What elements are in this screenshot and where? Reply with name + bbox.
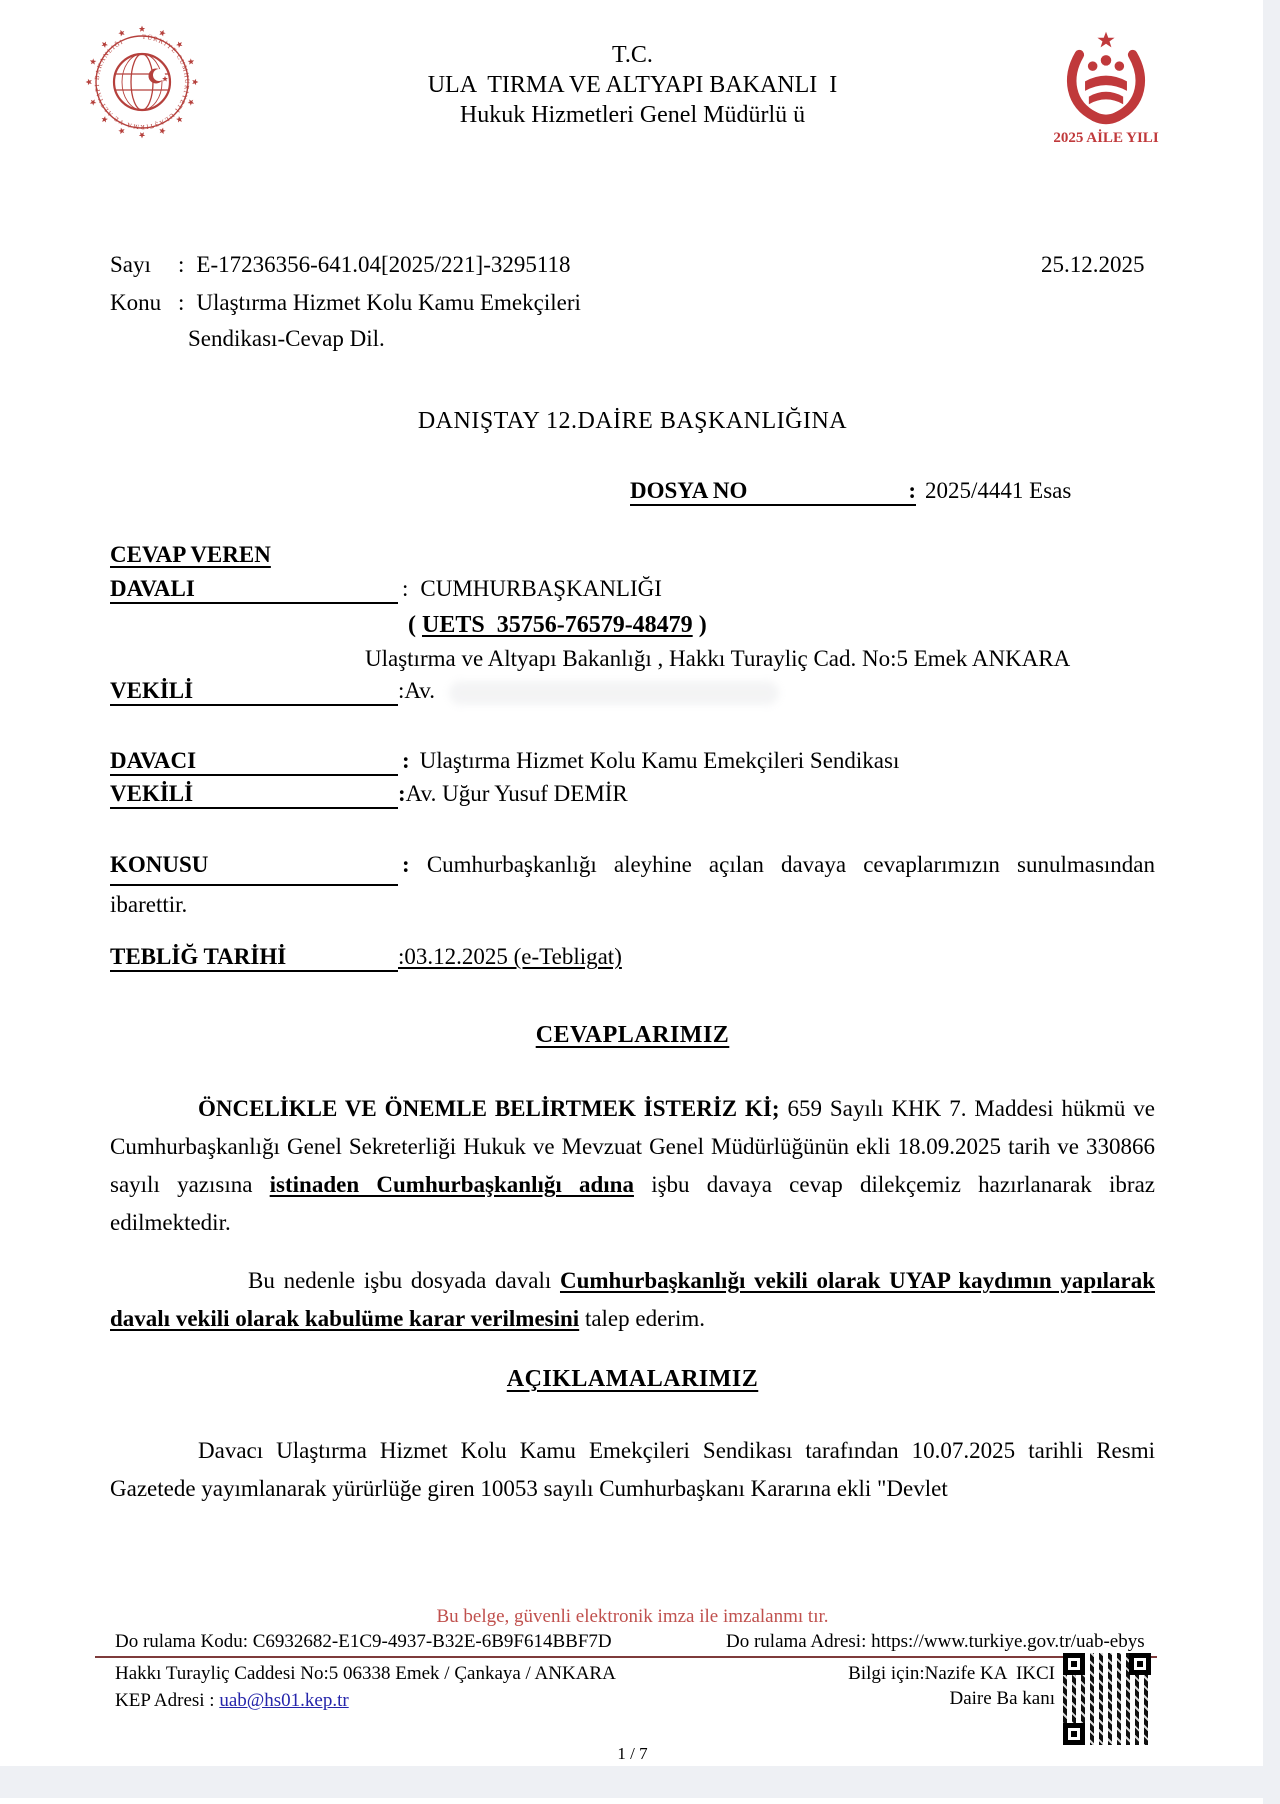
- konu-row: [110, 290, 581, 316]
- kep-label: KEP Adresi :: [115, 1690, 220, 1711]
- davaci-row: [110, 748, 899, 776]
- teblig-value: :03.12.2025 (e-Tebligat): [398, 944, 622, 969]
- seal-arc-text: TÜRKİYE CUMHURİYETİ ULAŞTIRMA VE ALTYAPI BAKANLIĞI: [93, 33, 190, 131]
- redacted-name: [449, 681, 779, 705]
- sayi-label: Sayı: [110, 252, 151, 277]
- next-page-edge: [0, 1798, 1263, 1804]
- para1-text-b: işbu davaya cevap dilekçemiz hazırlanarak ibraz edilmektedir.: [110, 1172, 1155, 1235]
- davaci-label: DAVACI: [110, 748, 197, 773]
- davali-value: CUMHURBAŞKANLIĞI: [420, 576, 662, 601]
- vekili2-label: VEKİLİ: [110, 781, 194, 806]
- department-line: Hukuk Hizmetleri Genel Müdürlü ü: [459, 102, 806, 128]
- paragraph-2: [110, 1262, 1155, 1338]
- konu-value-line2: Sendikası-Cevap Dil.: [188, 326, 385, 351]
- para2-emphasis: Cumhurbaşkanlığı vekili olarak UYAP kaydımın yapılarak davalı vekili olarak kabulüme karar verilmesini: [110, 1268, 1155, 1331]
- uets-close: ): [698, 612, 707, 638]
- davaci-value: Ulaştırma Hizmet Kolu Kamu Emekçileri Sendikası: [419, 748, 900, 773]
- dosya-no-row: [630, 478, 1071, 506]
- uets-open: (: [408, 612, 416, 638]
- page-number: 1 / 7: [617, 1744, 648, 1763]
- qr-code: [1063, 1653, 1151, 1745]
- contact-info: Bilgi için:Nazife KA IKCI: [848, 1663, 1055, 1684]
- signature-note: Bu belge, güvenli elektronik imza ile imzalanmı tır.: [436, 1606, 829, 1627]
- tc-line: T.C.: [612, 42, 653, 68]
- cevap-veren-heading: CEVAP VEREN: [110, 542, 271, 567]
- konusu-value: Cumhurbaşkanlığı aleyhine açılan davaya cevaplarımızın sunulmasından ibarettir.: [110, 852, 1155, 917]
- aciklamalarimiz-heading: AÇIKLAMALARIMIZ: [506, 1366, 759, 1392]
- sayi-colon: :: [178, 252, 185, 277]
- footer-divider-rule: [95, 1656, 1157, 1658]
- ministry-line: ULA TIRMA VE ALTYAPI BAKANLI I: [427, 72, 838, 98]
- sayi-value: E-17236356-641.04[2025/221]-3295118: [196, 252, 571, 277]
- dosya-no-value: 2025/4441 Esas: [925, 478, 1072, 503]
- court-title: DANIŞTAY 12.DAİRE BAŞKANLIĞINA: [417, 408, 848, 434]
- para1-emphasis: istinaden Cumhurbaşkanlığı adına: [269, 1172, 634, 1197]
- vekili-label: VEKİLİ: [110, 678, 194, 703]
- uets-code: UETS 35756-76579-48479: [422, 612, 693, 638]
- davaci-colon: :: [402, 748, 410, 773]
- contact-title: Daire Ba kanı: [949, 1688, 1055, 1709]
- konu-colon: :: [178, 290, 185, 315]
- vekili2-colon: :: [398, 781, 406, 806]
- para2-text-b: talep ederim.: [579, 1306, 705, 1331]
- document-title-block: [110, 40, 1155, 130]
- konusu-label: KONUSU: [110, 852, 209, 877]
- kep-email-link[interactable]: uab@hs01.kep.tr: [219, 1690, 349, 1711]
- office-address: Hakkı Turayliç Caddesi No:5 06338 Emek / Çankaya / ANKARA: [115, 1663, 616, 1684]
- dosya-no-label: DOSYA NO: [630, 478, 748, 503]
- family-year-emblem-icon: [1058, 28, 1154, 128]
- konu-value-line1: Ulaştırma Hizmet Kolu Kamu Emekçileri: [196, 290, 581, 315]
- para2-text-a: Bu nedenle işbu dosyada davalı: [248, 1268, 560, 1293]
- vekili-value: :Av.: [398, 678, 436, 703]
- teblig-row: [110, 944, 622, 972]
- vekili2-row: [110, 781, 628, 809]
- davali-address: Ulaştırma ve Altyapı Bakanlığı , Hakkı Turayliç Cad. No:5 Emek ANKARA: [365, 646, 1071, 671]
- cevaplarimiz-heading: CEVAPLARIMIZ: [535, 1022, 730, 1048]
- konu-label: Konu: [110, 290, 162, 315]
- sayi-row: [110, 252, 571, 278]
- verification-address: Do rulama Adresi: https://www.turkiye.gov.tr/uab-ebys: [726, 1631, 1145, 1652]
- verification-code: Do rulama Kodu: C6932682-E1C9-4937-B32E-6B9F614BBF7D: [115, 1631, 612, 1652]
- kep-row: [115, 1690, 349, 1712]
- para1-text-a: 659 Sayılı KHK 7. Maddesi hükmü ve Cumhurbaşkanlığı Genel Sekreterliği Hukuk ve Mevzuat Genel Müdürlüğünün ekli 18.09.2025 tarih ve 330866 sayılı yazısına: [110, 1096, 1155, 1197]
- davali-label: DAVALI: [110, 576, 195, 601]
- davali-row: [110, 576, 662, 604]
- vekili2-value: Av. Uğur Yusuf DEMİR: [405, 781, 628, 806]
- uets-row: [408, 612, 707, 639]
- konusu-colon: :: [402, 852, 410, 877]
- vekili-row: [110, 678, 779, 706]
- davali-colon: :: [402, 576, 409, 601]
- teblig-label: TEBLİĞ TARİHİ: [110, 944, 287, 969]
- paragraph-1: [110, 1090, 1155, 1242]
- para1-bold-lead: ÖNCELİKLE VE ÖNEMLE BELİRTMEK İSTERİZ Kİ;: [198, 1096, 780, 1121]
- emblem-caption: 2025 AİLE YILI: [1053, 130, 1159, 146]
- dosya-no-colon: :: [908, 478, 916, 503]
- konusu-block: [110, 846, 1155, 924]
- paragraph-3: Davacı Ulaştırma Hizmet Kolu Kamu Emekçileri Sendikası tarafından 10.07.2025 tarihli Resmi Gazetede yayımlanarak yürürlüğe giren 10053 sayılı Cumhurbaşkanı Kararına ekli "Devlet: [110, 1438, 1155, 1501]
- document-date: 25.12.2025: [1041, 252, 1145, 277]
